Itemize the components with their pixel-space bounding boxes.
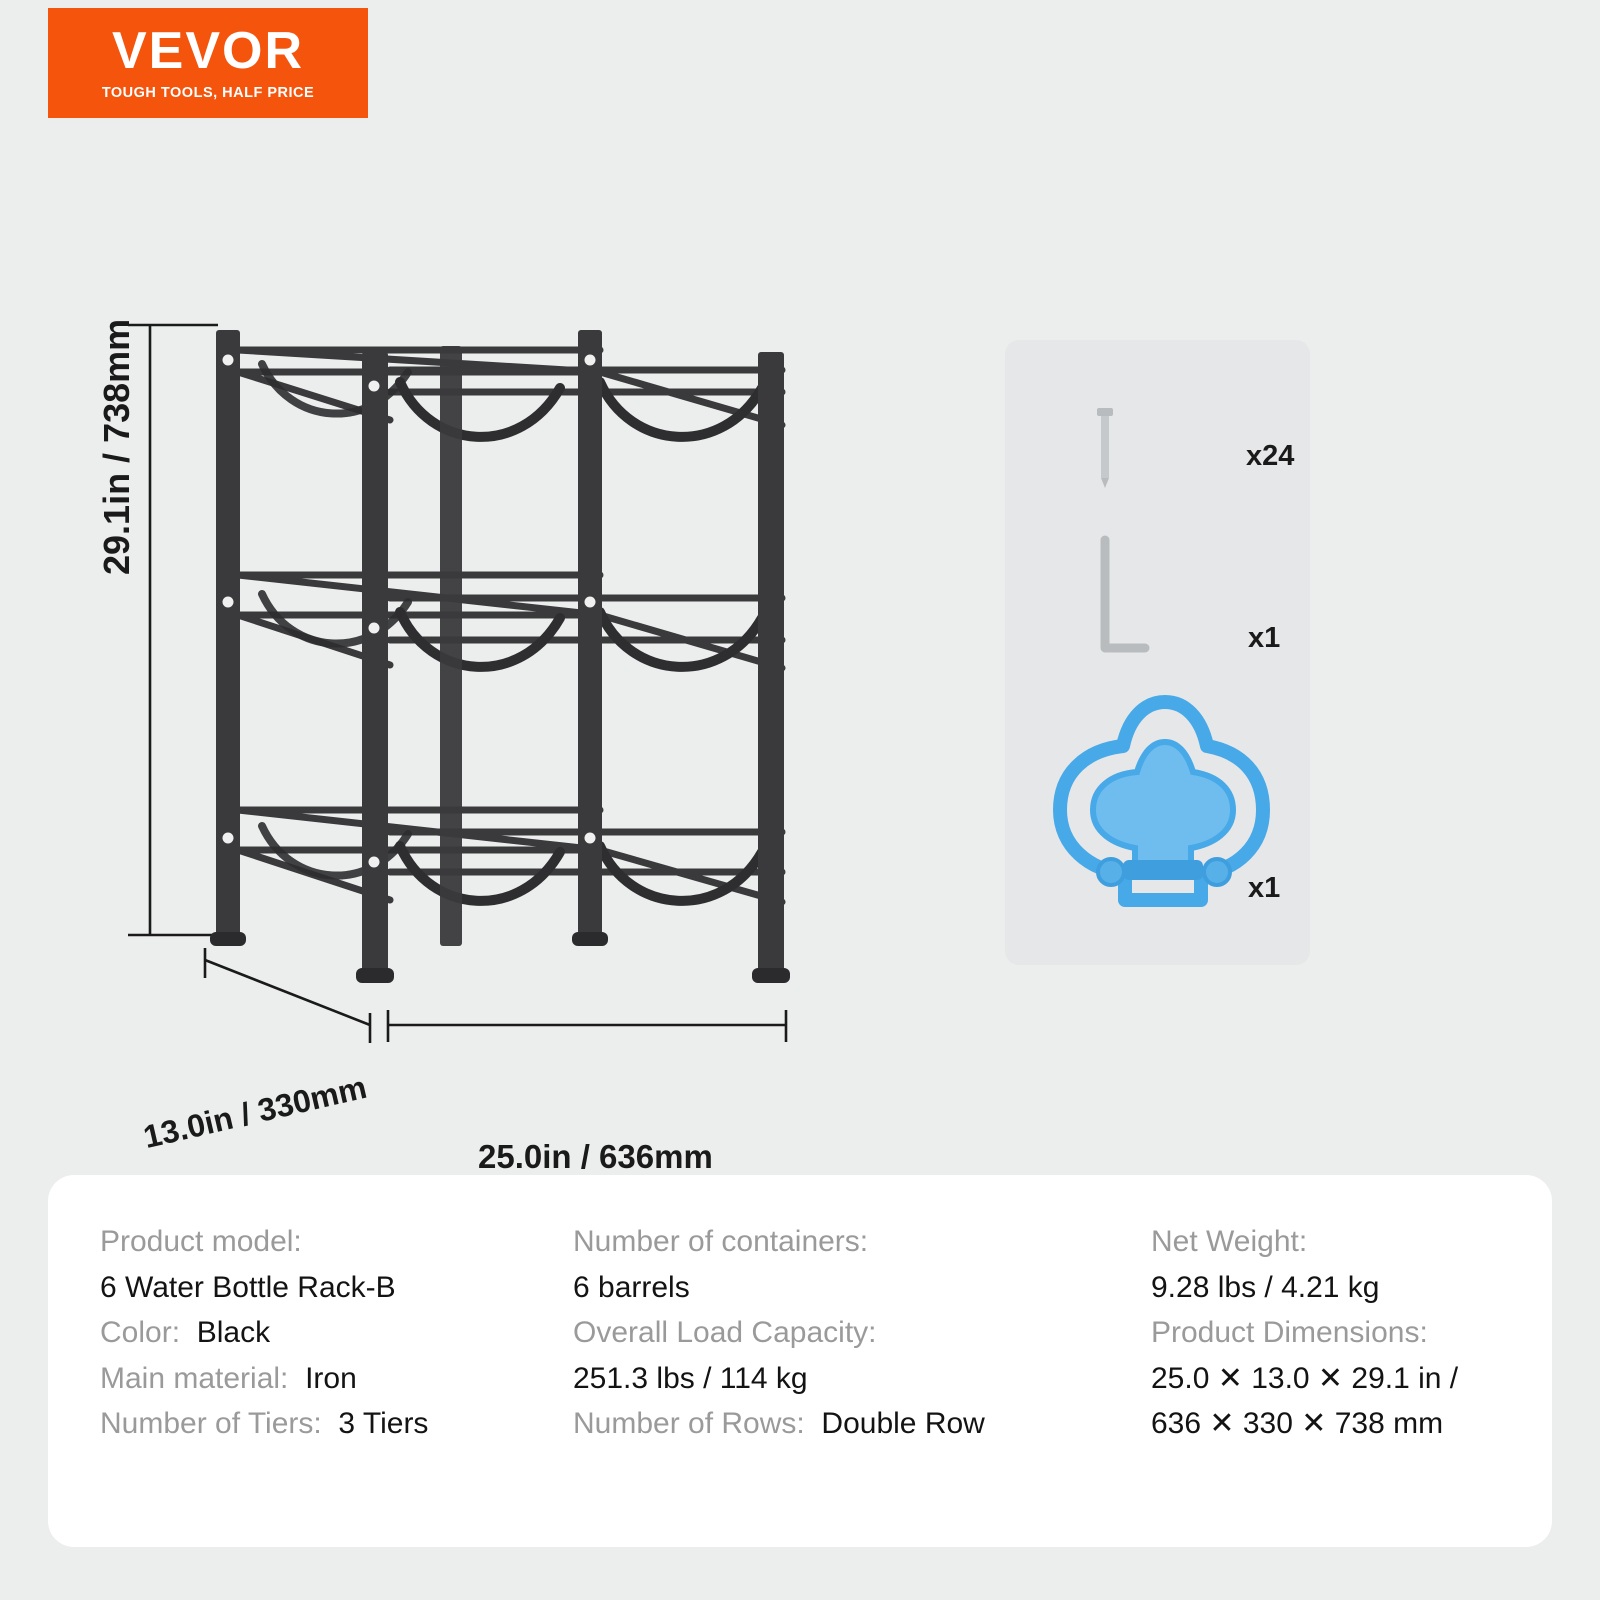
tiers-label: Number of Tiers: <box>100 1407 322 1441</box>
rack-frame <box>210 330 790 983</box>
containers-label: Number of containers: <box>573 1225 869 1258</box>
depth-dimension-label: 13.0in / 330mm <box>140 1068 370 1156</box>
dimensions-value-inches: 25.0 ✕ 13.0 ✕ 29.1 in / <box>1151 1361 1459 1395</box>
brand-wordmark: VEVOR <box>111 22 305 80</box>
rows-label: Number of Rows: <box>573 1407 805 1441</box>
color-value: Black <box>196 1316 271 1350</box>
bottle-handle-quantity: x1 <box>1248 872 1281 904</box>
height-dimension-label: 29.1in / 738mm <box>96 318 137 575</box>
product-model-value: 6 Water Bottle Rack-B <box>100 1270 396 1304</box>
rows-row <box>573 1401 1133 1447</box>
tiers-value: 3 Tiers <box>338 1407 429 1441</box>
color-label: Color: <box>100 1316 181 1350</box>
specification-card <box>48 1175 1552 1547</box>
tiers-row <box>100 1401 555 1447</box>
bottle-handle-icon <box>1060 702 1263 900</box>
spec-column-2 <box>573 1219 1151 1517</box>
net-weight-label: Net Weight: <box>1151 1225 1308 1258</box>
allen-wrench-icon <box>1105 540 1145 648</box>
net-weight-value: 9.28 lbs / 4.21 kg <box>1151 1270 1380 1304</box>
allen-wrench-quantity: x1 <box>1248 622 1281 654</box>
load-capacity-value: 251.3 lbs / 114 kg <box>573 1361 808 1395</box>
containers-value: 6 barrels <box>573 1270 690 1304</box>
material-row <box>100 1356 555 1402</box>
brand-logo <box>48 8 368 118</box>
dimensions-value-mm: 636 ✕ 330 ✕ 738 mm <box>1151 1407 1444 1441</box>
product-model-label: Product model: <box>100 1225 302 1258</box>
load-capacity-label: Overall Load Capacity: <box>573 1316 877 1350</box>
color-row <box>100 1310 555 1356</box>
brand-tagline: TOUGH TOOLS, HALF PRICE <box>101 85 315 101</box>
rack-illustration <box>0 120 1000 1130</box>
screw-icon <box>1097 408 1113 488</box>
material-label: Main material: <box>100 1361 289 1395</box>
screw-quantity: x24 <box>1246 440 1295 472</box>
material-value: Iron <box>305 1361 357 1395</box>
spec-column-3 <box>1151 1219 1500 1517</box>
width-dimension-label: 25.0in / 636mm <box>478 1138 713 1175</box>
rows-value: Double Row <box>821 1407 985 1441</box>
product-diagram <box>0 120 1000 1175</box>
dimensions-label: Product Dimensions: <box>1151 1316 1428 1350</box>
spec-column-1 <box>100 1219 573 1517</box>
